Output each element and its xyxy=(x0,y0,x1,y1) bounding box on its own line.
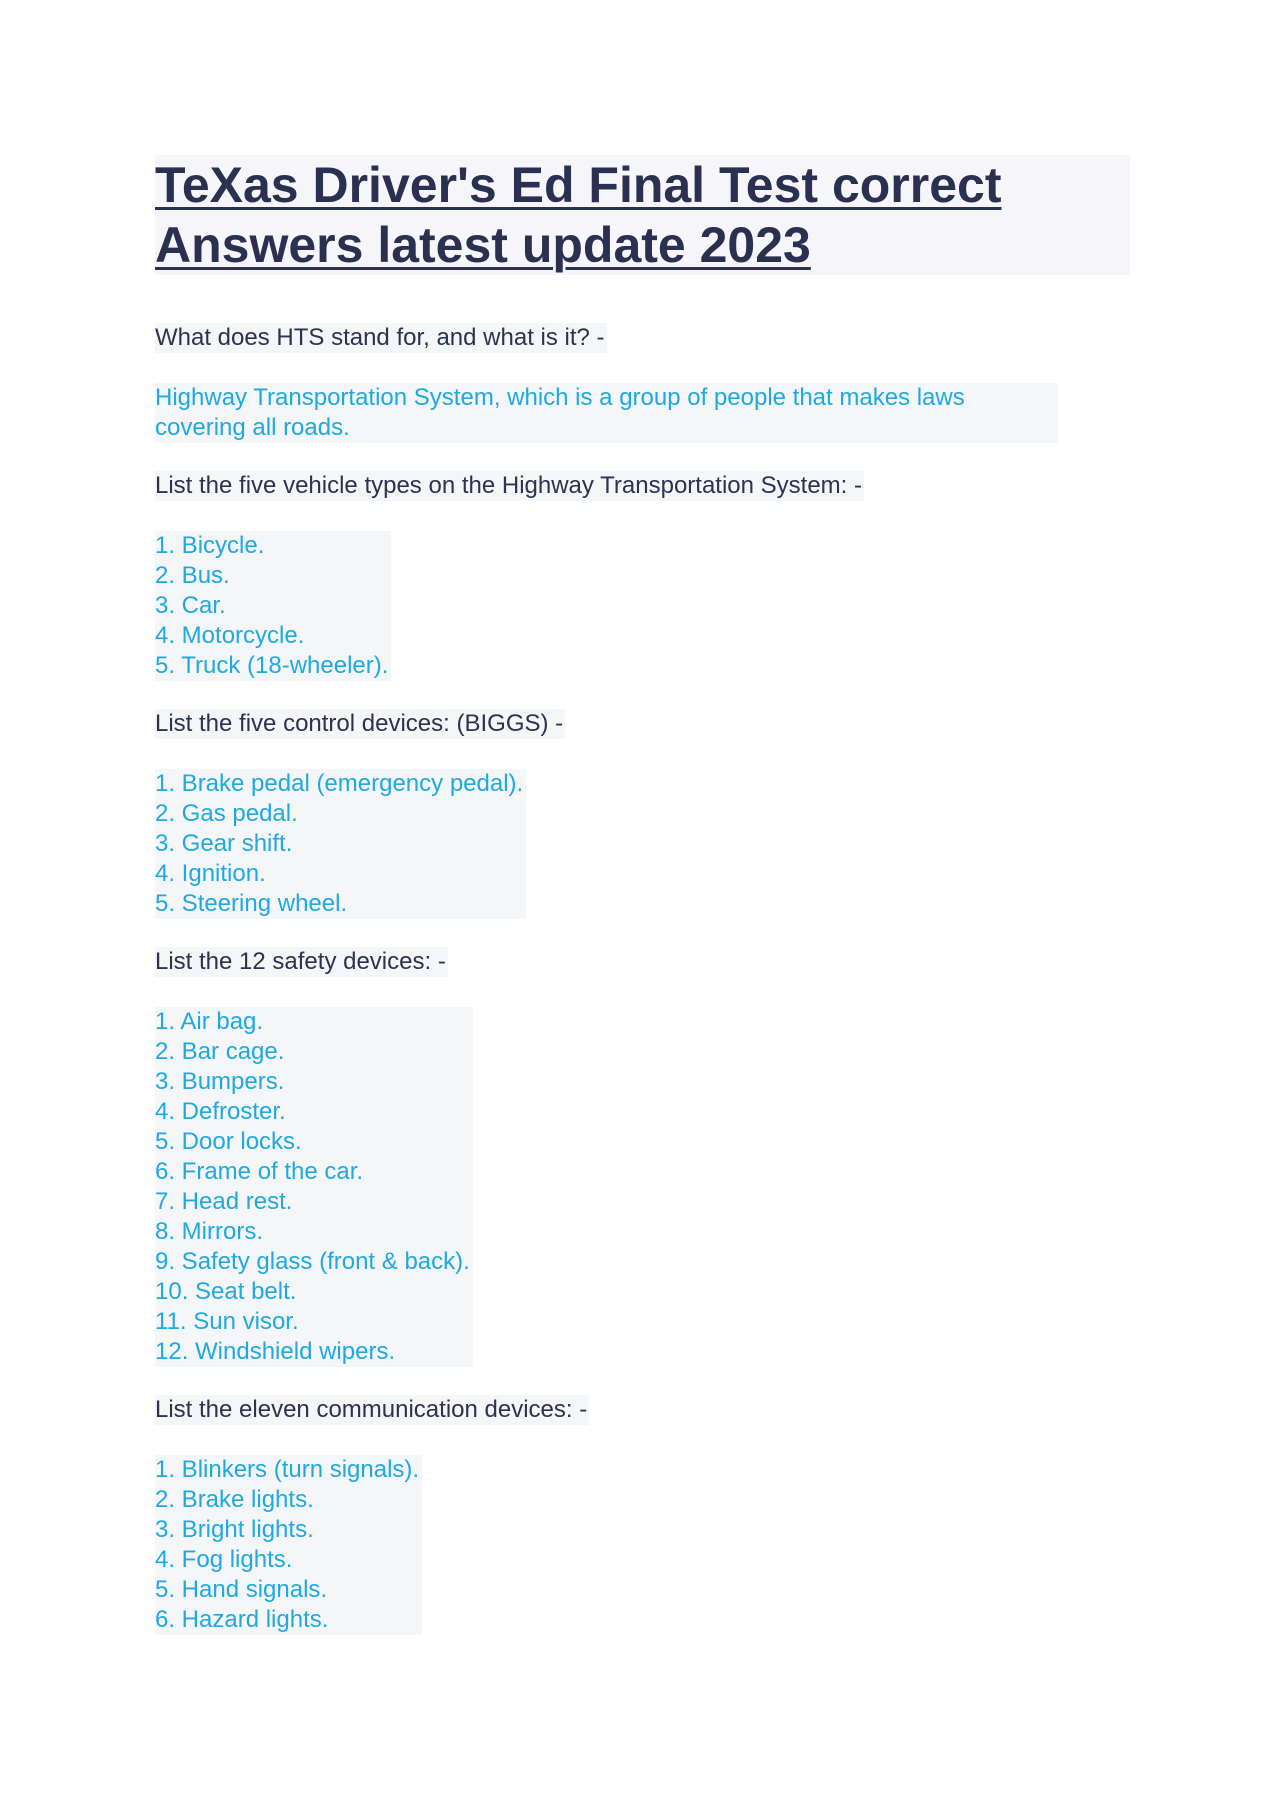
list-item: 5. Hand signals. xyxy=(155,1576,328,1603)
qa-item-hts xyxy=(155,323,1130,443)
list-item: 4. Motorcycle. xyxy=(155,622,305,649)
qa-list xyxy=(155,323,1130,1635)
question-text: List the five control devices: (BIGGS) - xyxy=(155,710,564,737)
list-item: 5. Door locks. xyxy=(155,1128,302,1155)
qa-item-communication-devices xyxy=(155,1395,1130,1635)
list-item: 7. Head rest. xyxy=(155,1188,293,1215)
list-item: 2. Brake lights. xyxy=(155,1486,314,1513)
qa-item-control-devices xyxy=(155,709,1130,919)
list-item: 1. Blinkers (turn signals). xyxy=(155,1456,420,1483)
qa-item-vehicle-types xyxy=(155,471,1130,681)
list-item: 6. Hazard lights. xyxy=(155,1606,329,1633)
list-item: 2. Bus. xyxy=(155,562,230,589)
question-text: List the 12 safety devices: - xyxy=(155,948,446,975)
list-item: 2. Gas pedal. xyxy=(155,800,298,827)
document-title: TeXas Driver's Ed Final Test correct Answers latest update 2023 xyxy=(155,157,1002,273)
qa-item-safety-devices xyxy=(155,947,1130,1367)
title-block xyxy=(155,155,1130,275)
question-text: What does HTS stand for, and what is it? - xyxy=(155,324,605,351)
list-item: 1. Brake pedal (emergency pedal). xyxy=(155,770,524,797)
answer-list xyxy=(155,531,391,681)
list-item: 11. Sun visor. xyxy=(155,1308,299,1335)
answer-list xyxy=(155,1007,473,1367)
list-item: 1. Air bag. xyxy=(155,1008,264,1035)
list-item: 2. Bar cage. xyxy=(155,1038,285,1065)
answer-list xyxy=(155,769,526,919)
list-item: 4. Ignition. xyxy=(155,860,266,887)
list-item: 5. Steering wheel. xyxy=(155,890,348,917)
answer-text: Highway Transportation System, which is a group of people that makes laws covering all roads. xyxy=(155,383,1058,443)
list-item: 12. Windshield wipers. xyxy=(155,1338,396,1365)
document-page xyxy=(155,155,1130,1663)
list-item: 1. Bicycle. xyxy=(155,532,265,559)
list-item: 4. Fog lights. xyxy=(155,1546,293,1573)
list-item: 5. Truck (18-wheeler). xyxy=(155,652,389,679)
list-item: 6. Frame of the car. xyxy=(155,1158,364,1185)
list-item: 3. Car. xyxy=(155,592,226,619)
list-item: 9. Safety glass (front & back). xyxy=(155,1248,470,1275)
list-item: 4. Defroster. xyxy=(155,1098,286,1125)
list-item: 3. Bright lights. xyxy=(155,1516,314,1543)
question-text: List the five vehicle types on the Highway Transportation System: - xyxy=(155,472,863,499)
list-item: 3. Bumpers. xyxy=(155,1068,285,1095)
list-item: 3. Gear shift. xyxy=(155,830,293,857)
answer-list xyxy=(155,1455,422,1635)
list-item: 8. Mirrors. xyxy=(155,1218,263,1245)
question-text: List the eleven communication devices: - xyxy=(155,1396,588,1423)
list-item: 10. Seat belt. xyxy=(155,1278,297,1305)
